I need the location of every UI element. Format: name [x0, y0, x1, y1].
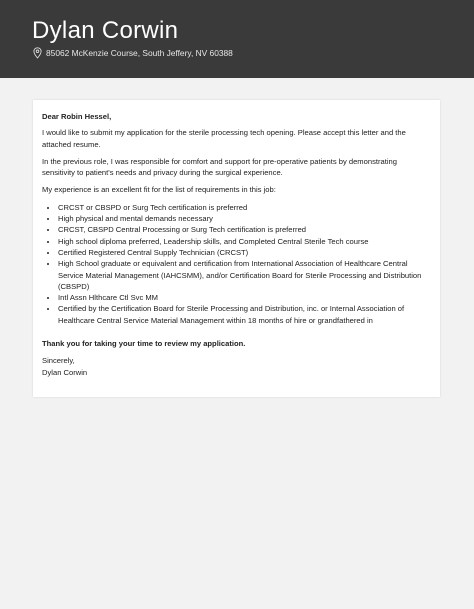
letter-paragraph: I would like to submit my application for the sterile processing tech opening. Please accept this letter and the attached resume.: [42, 128, 406, 149]
applicant-name: Dylan Corwin: [32, 17, 179, 44]
requirement-item: • High school diploma preferred, Leadership skills, and Completed Central Sterile Tech course: [58, 236, 430, 247]
cover-letter-card: [33, 100, 440, 397]
requirement-item: • Certified by the Certification Board for Sterile Processing and Distribution, inc. or Internal Association of Healthcare Central Service Material Management within 18 months of hire or grandfathered in: [58, 303, 430, 326]
address-text: 85062 McKenzie Course, South Jeffery, NV 60388: [46, 48, 233, 58]
letter-greeting: Dear Robin Hessel,: [42, 112, 112, 121]
requirement-item: • CRCST or CBSPD or Surg Tech certification is preferred: [58, 202, 430, 213]
requirement-item: • High School graduate or equivalent and certification from International Association of Healthcare Central Service Material Management (IAHCSMM), and/or Certification Board for Sterile Processing and Distribution (CBSPD): [58, 258, 430, 292]
location-pin-icon: [33, 47, 42, 59]
letter-signature: Dylan Corwin: [42, 367, 88, 377]
requirement-item: • Certified Registered Central Supply Technician (CRCST): [58, 247, 430, 258]
requirements-list: [42, 202, 430, 326]
address-row: [33, 47, 233, 59]
requirement-item: • CRCST, CBSPD Central Processing or Surg Tech certification is preferred: [58, 224, 430, 235]
letter-paragraph: My experience is an excellent fit for the list of requirements in this job:: [42, 185, 276, 195]
header-banner: [0, 0, 474, 78]
requirement-item: • Intl Assn Hlthcare Ctl Svc MM: [58, 292, 430, 303]
letter-thanks: Thank you for taking your time to review my application.: [42, 339, 246, 349]
requirement-item: • High physical and mental demands necessary: [58, 213, 430, 224]
letter-closing: Sincerely,: [42, 356, 75, 366]
letter-paragraph: In the previous role, I was responsible for comfort and support for pre-operative patients by demonstrating sensitivity to patient's needs and privacy during the surgical experience.: [42, 156, 397, 178]
